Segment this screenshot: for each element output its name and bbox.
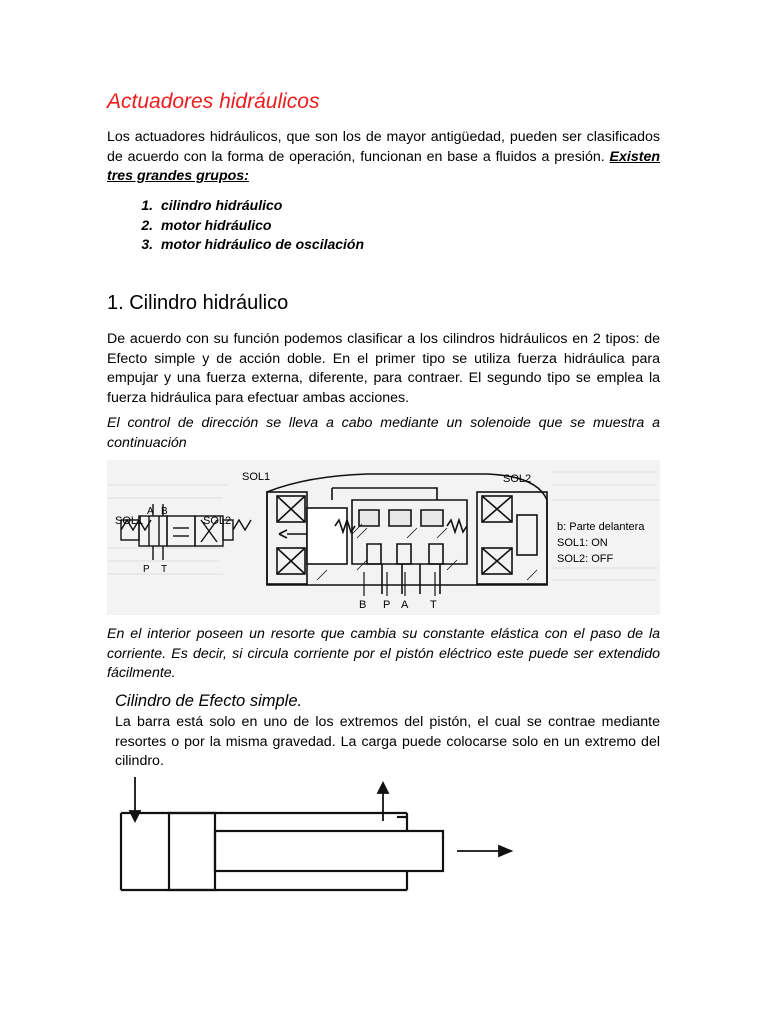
- subsection-body: La barra está solo en uno de los extremos del pistón, el cual se contrae mediante resortes o por la misma gravedad. La carga puede colocarse solo en un extremo del cilindro.: [115, 714, 660, 769]
- subsection-heading: Cilindro de Efecto simple.: [115, 692, 303, 710]
- symbol-label-t: T: [161, 564, 168, 575]
- symbol-label-sol2: SOL2: [203, 515, 232, 527]
- legend-line: b: Parte delantera: [557, 521, 645, 533]
- left-plunger: [307, 508, 347, 564]
- symbol-label-sol1: SOL1: [115, 515, 144, 527]
- list-label: motor hidráulico de oscilación: [161, 236, 365, 252]
- cylinder-walls: [121, 813, 407, 890]
- list-label: motor hidráulico: [161, 216, 272, 233]
- piston: [169, 813, 215, 890]
- list-item: [107, 196, 364, 216]
- port-label: T: [430, 599, 437, 611]
- body-label-sol2: SOL2: [503, 473, 532, 485]
- list-number: 3.: [141, 236, 153, 252]
- spring-note: En el interior poseen un resorte que cambia su constante elástica con el paso de la corriente. Es decir, si circula corriente por el pistón eléctrico este puede ser extendido fácilmente.: [107, 626, 660, 681]
- body-label-sol1: SOL1: [242, 471, 271, 483]
- legend-line: SOL1: ON: [557, 537, 608, 549]
- port-label: A: [401, 599, 409, 611]
- intro-paragraph: [107, 128, 660, 187]
- page-title: Actuadores hidráulicos: [107, 90, 320, 113]
- section-heading: 1. Cilindro hidráulico: [107, 292, 289, 314]
- section-body: De acuerdo con su función podemos clasificar a los cilindros hidráulicos en 2 tipos: de Efecto simple y de acción doble. En el primer tipo se utiliza fuerza hidráulica para empujar y una fuerza externa, diferente, para contraer. El segundo tipo se emplea la fuerza hidráulica para efectuar ambas acciones.: [107, 331, 660, 406]
- vent-arrow-head: [378, 783, 388, 793]
- symbol-label-b: B: [161, 506, 168, 517]
- groups-list: [107, 196, 364, 255]
- intro-text: Los actuadores hidráulicos, que son los de mayor antigüedad, pueden ser clasificados de acuerdo con la forma de operación, funcionan en base a fluidos a presión.: [107, 129, 660, 165]
- inlet-arrow-head: [130, 811, 140, 821]
- single-acting-cylinder-figure: [107, 775, 547, 895]
- symbol-label-p: P: [143, 564, 150, 575]
- control-note: El control de dirección se lleva a cabo mediante un solenoide que se muestra a continuación: [107, 415, 660, 451]
- symbol-label-a: A: [147, 506, 154, 517]
- legend-line: SOL2: OFF: [557, 553, 614, 565]
- cylinder-drawing: [121, 813, 443, 890]
- list-item: [107, 235, 364, 255]
- list-number: 1.: [141, 197, 153, 213]
- motion-arrow-head: [499, 846, 511, 856]
- list-item: [107, 216, 364, 236]
- intro-emphasis: Existen tres grandes grupos:: [107, 148, 660, 184]
- port-label: P: [383, 599, 391, 611]
- list-label: cilindro hidráulico: [161, 197, 283, 213]
- flow-arrows: [130, 777, 511, 856]
- rod: [215, 831, 443, 871]
- list-number: 2.: [141, 216, 153, 233]
- port-label: B: [359, 599, 367, 611]
- solenoid-valve-figure: [107, 460, 660, 615]
